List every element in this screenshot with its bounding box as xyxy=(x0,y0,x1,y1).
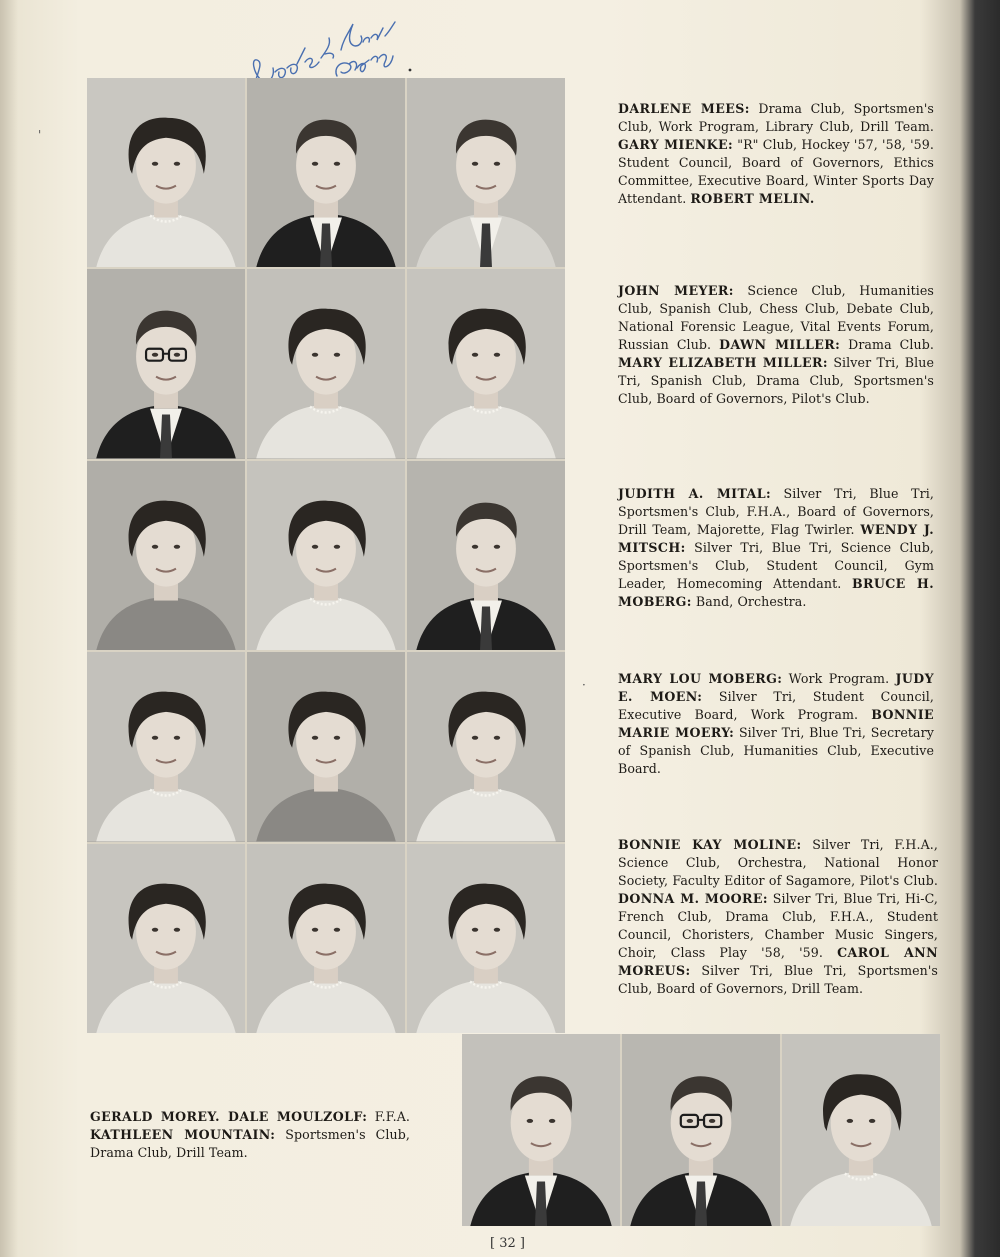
student-name: DONNA M. MOORE: xyxy=(618,891,768,906)
caption-block xyxy=(618,485,934,611)
caption-block xyxy=(618,100,934,208)
activities-text: Work Program. xyxy=(782,671,896,686)
student-portrait xyxy=(622,1034,780,1226)
activities-text: Silver Tri, Blue Tri, Hi-C, French Club, Drama Club, F.H.A., Student Council, Choristers, Chamber Music Singers, Choir, Class Play '58, '59. xyxy=(618,891,939,960)
student-portrait xyxy=(247,652,405,841)
activities-text: Drama Club. xyxy=(840,337,934,352)
student-portrait xyxy=(87,78,245,267)
page-speck: · xyxy=(582,678,586,692)
activities-text: Silver Tri, Blue Tri, Sportsmen's Club, Board of Governors, Drill Team. xyxy=(618,963,938,996)
activities-text: Science Club, Humanities Club, Spanish Club, Chess Club, Debate Club, National Forensic League, Vital Events Forum, Russian Club. xyxy=(618,283,934,352)
activities-text: Drama Club, Sportsmen's Club, Work Program, Library Club, Drill Team. xyxy=(618,101,934,134)
student-portrait xyxy=(87,461,245,650)
caption-block xyxy=(618,282,934,408)
binding-shadow xyxy=(0,0,18,1257)
student-name: BONNIE MARIE MOERY: xyxy=(618,707,934,740)
caption-block xyxy=(618,836,938,998)
portrait-grid-bottom xyxy=(462,1034,940,1226)
student-portrait xyxy=(407,461,565,650)
page-number: [ 32 ] xyxy=(490,1236,525,1251)
student-portrait xyxy=(87,269,245,458)
activities-text: F.F.A. xyxy=(367,1109,410,1124)
activities-text: Sportsmen's Club, Drama Club, Drill Team. xyxy=(90,1127,410,1160)
student-name: KATHLEEN MOUNTAIN: xyxy=(90,1127,276,1142)
student-portrait xyxy=(87,652,245,841)
student-name: MARY LOU MOBERG: xyxy=(618,671,783,686)
caption-block xyxy=(90,1108,410,1162)
activities-text: Silver Tri, Student Council, Executive Board, Work Program. xyxy=(618,689,934,722)
student-name: ROBERT MELIN. xyxy=(690,191,815,206)
activities-text: "R" Club, Hockey '57, '58, '59. Student Council, Board of Governors, Ethics Committee, Executive Board, Winter Sports Day Attendant. xyxy=(618,137,934,206)
student-name: BONNIE KAY MOLINE: xyxy=(618,837,802,852)
student-name: BRUCE H. MOBERG: xyxy=(618,576,934,609)
caption-block xyxy=(618,670,934,778)
student-name: MARY ELIZABETH MILLER: xyxy=(618,355,828,370)
student-portrait xyxy=(407,78,565,267)
student-portrait xyxy=(247,269,405,458)
student-name: DAWN MILLER: xyxy=(719,337,841,352)
student-name: CAROL ANN MOREUS: xyxy=(618,945,938,978)
activities-text: Silver Tri, Blue Tri, Secretary of Spanish Club, Humanities Club, Executive Board. xyxy=(618,725,935,776)
student-name: JOHN MEYER: xyxy=(618,283,734,298)
student-name: JUDITH A. MITAL: xyxy=(618,486,772,501)
student-portrait xyxy=(247,844,405,1033)
activities-text: Silver Tri, F.H.A., Science Club, Orchestra, National Honor Society, Faculty Editor of Sagamore, Pilot's Club. xyxy=(618,837,938,888)
student-name: WENDY J. MITSCH: xyxy=(618,522,935,555)
student-portrait xyxy=(407,269,565,458)
student-portrait xyxy=(782,1034,940,1226)
activities-text: Silver Tri, Blue Tri, Science Club, Sportsmen's Club, Student Council, Gym Leader, Homecoming Attendant. xyxy=(618,540,934,591)
student-portrait xyxy=(247,78,405,267)
activities-text: Band, Orchestra. xyxy=(691,594,807,609)
student-portrait xyxy=(407,844,565,1033)
student-name: GARY MIENKE: xyxy=(618,137,734,152)
student-portrait xyxy=(87,844,245,1033)
activities-text: Silver Tri, Blue Tri, Spanish Club, Drama Club, Sportsmen's Club, Board of Governors, Pilot's Club. xyxy=(618,355,934,406)
student-portrait xyxy=(247,461,405,650)
activities-text: Silver Tri, Blue Tri, Sportsmen's Club, F.H.A., Board of Governors, Drill Team, Majorette, Flag Twirler. xyxy=(618,486,934,537)
student-name: JUDY E. MOEN: xyxy=(618,671,934,704)
portrait-grid xyxy=(87,78,565,1033)
page-speck: ' xyxy=(38,128,42,142)
student-portrait xyxy=(462,1034,620,1226)
student-name: GERALD MOREY. DALE MOULZOLF: xyxy=(90,1109,368,1124)
student-portrait xyxy=(407,652,565,841)
student-name: DARLENE MEES: xyxy=(618,101,750,116)
